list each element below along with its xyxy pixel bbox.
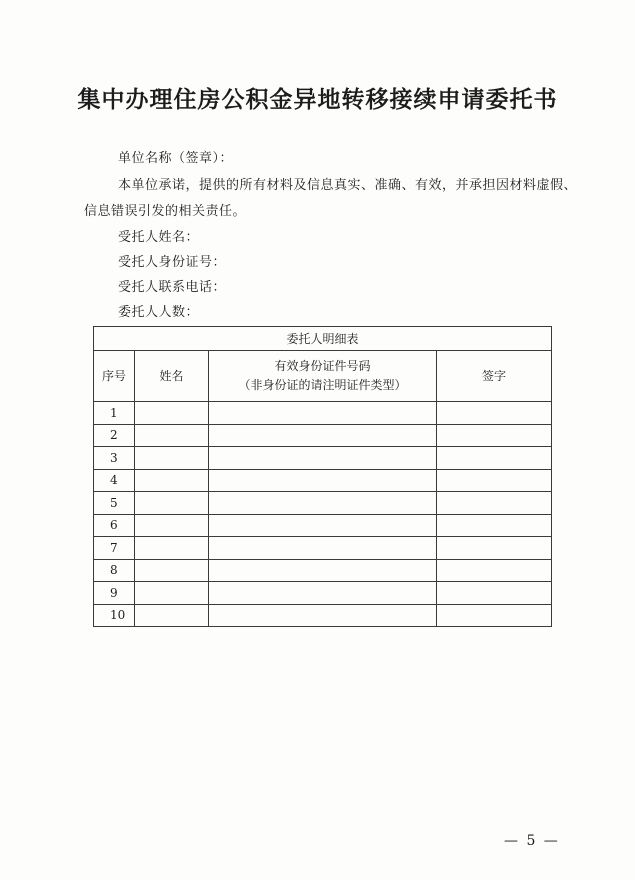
row-signature-cell <box>437 514 552 537</box>
header-name: 姓名 <box>135 351 209 402</box>
table-row <box>94 604 552 627</box>
table-row <box>94 492 552 515</box>
row-signature-cell <box>437 402 552 425</box>
client-detail-table-body <box>94 327 552 627</box>
trustee-id-label: 受托人身份证号： <box>118 255 227 270</box>
row-id-number-cell <box>209 469 437 492</box>
header-id-number-line-2: （非身份证的请注明证件类型） <box>238 378 407 392</box>
commitment-statement-line-2: 信息错误引发的相关责任。 <box>84 204 247 219</box>
table-row <box>94 402 552 425</box>
row-signature-cell <box>437 424 552 447</box>
row-signature-cell <box>437 469 552 492</box>
row-name-cell <box>135 447 209 470</box>
row-id-number-cell <box>209 424 437 447</box>
header-signature: 签字 <box>437 351 552 402</box>
row-seq-number: 5 <box>94 492 135 515</box>
row-name-cell <box>135 402 209 425</box>
trustee-name-label: 受托人姓名： <box>118 230 200 245</box>
row-signature-cell <box>437 582 552 605</box>
header-id-number <box>209 351 437 402</box>
row-signature-cell <box>437 604 552 627</box>
row-name-cell <box>135 582 209 605</box>
table-header-row <box>94 351 552 402</box>
table-caption: 委托人明细表 <box>94 327 552 351</box>
row-seq-number: 4 <box>94 469 135 492</box>
table-row <box>94 469 552 492</box>
row-id-number-cell <box>209 559 437 582</box>
table-row <box>94 424 552 447</box>
page-number: — 5 — <box>504 833 560 849</box>
row-seq-number: 1 <box>94 402 135 425</box>
row-seq-number: 9 <box>94 582 135 605</box>
row-name-cell <box>135 469 209 492</box>
row-signature-cell <box>437 559 552 582</box>
header-id-number-line-1: 有效身份证件号码 <box>274 359 371 373</box>
row-signature-cell <box>437 492 552 515</box>
table-row <box>94 514 552 537</box>
row-name-cell <box>135 492 209 515</box>
row-signature-cell <box>437 537 552 560</box>
client-detail-table <box>93 326 552 627</box>
row-id-number-cell <box>209 492 437 515</box>
row-id-number-cell <box>209 604 437 627</box>
row-name-cell <box>135 424 209 447</box>
row-name-cell <box>135 559 209 582</box>
client-count-label: 委托人人数： <box>118 305 200 320</box>
table-row <box>94 559 552 582</box>
row-seq-number: 6 <box>94 514 135 537</box>
table-row <box>94 537 552 560</box>
page-title: 集中办理住房公积金异地转移接续申请委托书 <box>77 86 558 113</box>
row-seq-number: 8 <box>94 559 135 582</box>
row-seq-number: 7 <box>94 537 135 560</box>
row-seq-number: 3 <box>94 447 135 470</box>
table-row <box>94 447 552 470</box>
row-signature-cell <box>437 447 552 470</box>
row-id-number-cell <box>209 514 437 537</box>
row-name-cell <box>135 537 209 560</box>
commitment-statement-line-1: 本单位承诺，提供的所有材料及信息真实、准确、有效，并承担因材料虚假、 <box>118 178 578 193</box>
header-seq: 序号 <box>94 351 135 402</box>
row-id-number-cell <box>209 582 437 605</box>
table-caption-row <box>94 327 552 351</box>
row-name-cell <box>135 604 209 627</box>
unit-name-label: 单位名称（签章）： <box>118 151 234 166</box>
row-id-number-cell <box>209 537 437 560</box>
row-seq-number: 2 <box>94 424 135 447</box>
row-id-number-cell <box>209 447 437 470</box>
row-name-cell <box>135 514 209 537</box>
row-seq-number: 10 <box>94 604 135 627</box>
row-id-number-cell <box>209 402 437 425</box>
trustee-phone-label: 受托人联系电话： <box>118 280 227 295</box>
table-row <box>94 582 552 605</box>
